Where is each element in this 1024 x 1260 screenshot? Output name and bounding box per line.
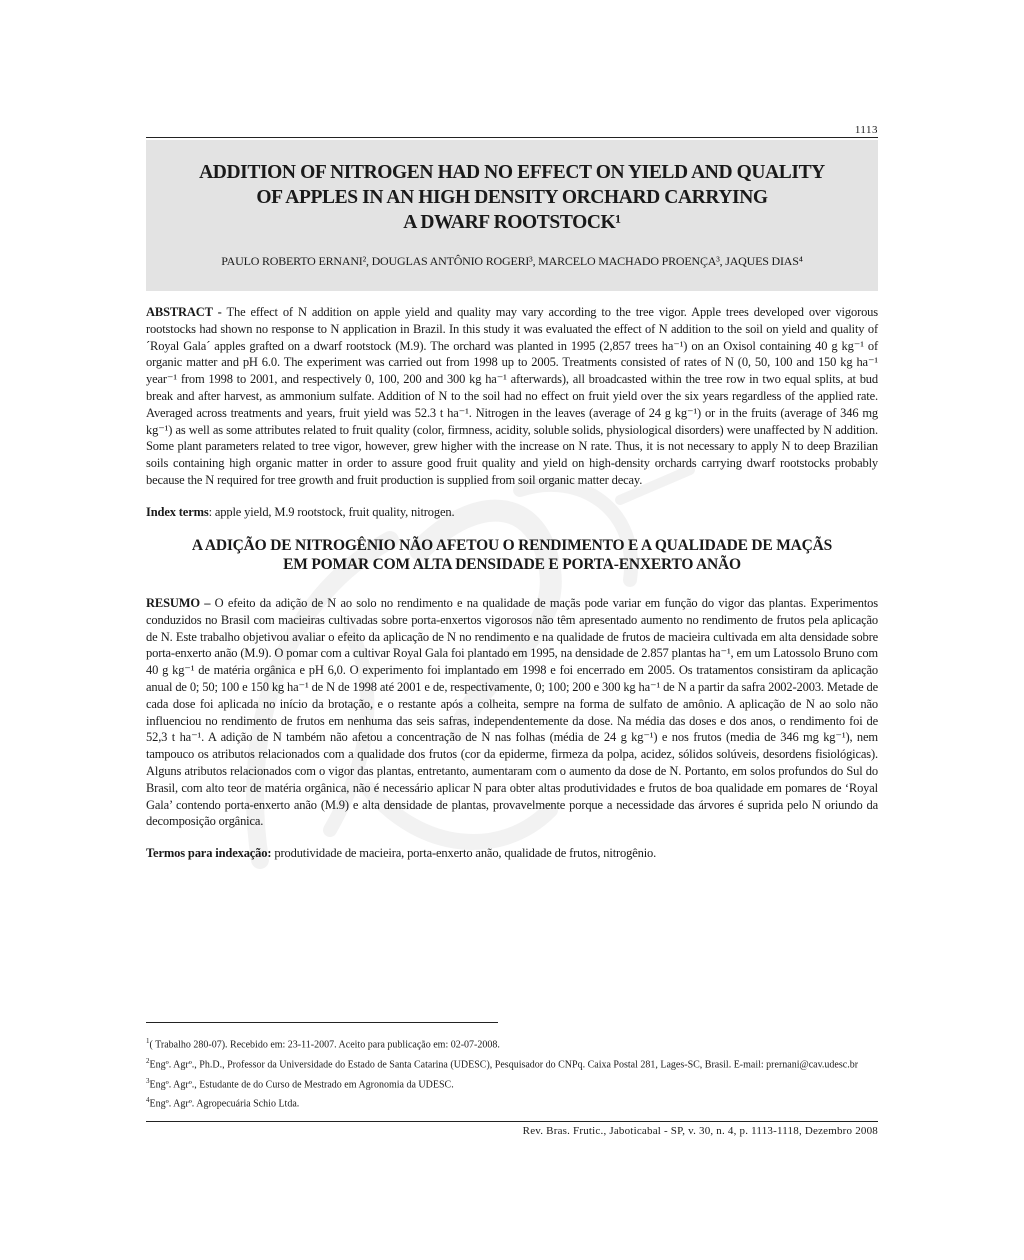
- footnote-3: [146, 1074, 878, 1092]
- termos-text: produtividade de macieira, porta-enxerto anão, qualidade de frutos, nitrogênio.: [271, 846, 657, 860]
- portuguese-title-line-2: EM POMAR COM ALTA DENSIDADE E PORTA-ENXERTO ANÃO: [283, 556, 741, 573]
- author-list: PAULO ROBERTO ERNANI², DOUGLAS ANTÔNIO ROGERI³, MARCELO MACHADO PROENÇA³, JAQUES DIAS⁴: [221, 254, 803, 268]
- footnote-2-text: Engº. Agrº., Ph.D., Professor da Universidade do Estado de Santa Catarina (UDESC), Pesquisador do CNPq. Caixa Postal 281, Lages-SC, Brasil. E-mail: prernani@cav.udesc.br: [149, 1059, 859, 1071]
- footnote-3-text: Engº. Agrº., Estudante de do Curso de Mestrado em Agronomia da UDESC.: [149, 1078, 454, 1090]
- index-terms: [146, 504, 878, 521]
- index-terms-label: Index terms: [146, 505, 209, 519]
- abstract: [146, 304, 878, 489]
- footnote-2: [146, 1054, 878, 1072]
- header-rule: [146, 137, 878, 138]
- abstract-label: ABSTRACT -: [146, 305, 222, 319]
- resumo-text: O efeito da adição de N ao solo no rendimento e na qualidade de maçãs pode variar em função do vigor das plantas. Experimentos conduzidos no Brasil com macieiras cultivadas sobre porta-enxertos vigorosos não têm apresentado aumento no rendimento de frutos pela aplicação de N. Este trabalho objetivou avaliar o efeito da aplicação de N no rendimento e na qualidade de frutos de macieira cultivada em alta densidade sobre porta-enxerto anão (M.9). O pomar com a cultivar Royal Gala foi plantado em 1995, na densidade de 2.857 plantas ha⁻¹, em um Latossolo Bruno com 40 g kg⁻¹ de matéria orgânica e pH 6,0. O experimento foi implantado em 1998 e foi encerrado em 2005. Os tratamentos consistiram da aplicação anual de 0; 50; 100 e 150 kg ha⁻¹ de N de 1998 até 2001 e de, respectivamente, 0; 100; 200 e 300 kg ha⁻¹ de N a partir da safra 2002-2003. Metade de cada dose foi aplicada no início da brotação, e o restante após a colheita, sempre na forma de sulfato de amônio. A aplicação de N ao solo não influenciou no rendimento de frutos em nenhuma das seis safras, independentemente da dose. Na média das doses e dos anos, o rendimento foi de 52,3 t ha⁻¹. A adição de N também não afetou a concentração de N nas folhas (média de 24 g kg⁻¹) e nos frutos (media de 346 mg kg⁻¹), nem tampouco os atributos relacionados com a qualidade dos frutos (cor da epiderme, firmeza da polpa, acidez, sólidos solúveis, desordens fisiológicas). Alguns atributos relacionados com o vigor das plantas, entretanto, aumentaram com o aumento da dose de N. Portanto, em solos profundos do Sul do Brasil, com alto teor de matéria orgânica, não é necessário aplicar N para obter altas produtividades e frutos de boa qualidade em pomares de ‘Royal Gala’ contendo porta-enxerto anão (M.9) e alta densidade de plantas, provavelmente porque a necessidade das árvores é suprida pelo N oriundo da decomposição orgânica.: [146, 596, 878, 829]
- article-title: [146, 160, 878, 235]
- footer-rule: [146, 1121, 878, 1122]
- title-line-3: A DWARF ROOTSTOCK¹: [403, 212, 621, 233]
- portuguese-title: [146, 536, 878, 574]
- footnote-1-text: ( Trabalho 280-07). Recebido em: 23-11-2007. Aceito para publicação em: 02-07-2008.: [149, 1039, 500, 1051]
- footnote-4-mark: 4: [146, 1096, 150, 1105]
- running-footer: Rev. Bras. Frutic., Jaboticabal - SP, v. 30, n. 4, p. 1113-1118, Dezembro 2008: [522, 1125, 878, 1137]
- footnote-1-mark: 1: [146, 1037, 150, 1045]
- resumo-label: RESUMO –: [146, 596, 211, 610]
- index-terms-text: : apple yield, M.9 rootstock, fruit quality, nitrogen.: [208, 505, 455, 519]
- abstract-text: The effect of N addition on apple yield and quality may vary according to the tree vigor. Apple trees developed over vigorous rootstocks had shown no response to N application in Brazil. In this study it was evaluated the effect of N addition to the soil on yield and quality of ´Royal Gala´ apples grafted on a dwarf rootstock (M.9). The orchard was planted in 1995 (2,857 trees ha⁻¹) on an Oxisol containing 40 g kg⁻¹ of organic matter and pH 6.0. The experiment was carried out from 1998 up to 2005. Treatments consisted of rates of N (0, 50, 100 and 150 kg ha⁻¹ year⁻¹ from 1998 to 2001, and respectively 0, 100, 200 and 300 kg ha⁻¹ afterwards), all broadcasted within the tree row in two equal splits, at bud break and after harvest, as ammonium sulfate. Addition of N to the soil had no effect on fruit yield over the six years regardless of the applied rate. Averaged across treatments and years, fruit yield was 52.3 t ha⁻¹. Nitrogen in the leaves (average of 24 g kg⁻¹) or in the fruits (average of 346 mg kg⁻¹) as well as some attributes related to fruit quality (color, firmness, acidity, soluble solids, physiological disorders) were unaffected by N addition. Some plant parameters related to tree vigor, however, grew higher with the increase on N rate. Thus, it is not necessary to apply N to deep Brazilian soils containing high organic matter in order to assure good fruit quality and yield on high-density orchards carrying dwarf rootstocks probably because the N required for tree growth and fruit production is supplied from soil organic matter decay.: [146, 305, 878, 487]
- page-number: 1113: [854, 124, 878, 136]
- title-line-1: ADDITION OF NITROGEN HAD NO EFFECT ON YIELD AND QUALITY: [199, 162, 825, 183]
- footnote-4: [146, 1093, 878, 1111]
- footnotes: [146, 1034, 878, 1113]
- footnote-2-mark: 2: [146, 1056, 150, 1065]
- title-line-2: OF APPLES IN AN HIGH DENSITY ORCHARD CARRYING: [256, 187, 768, 208]
- termos-indexacao: [146, 845, 878, 862]
- portuguese-title-line-1: A ADIÇÃO DE NITROGÊNIO NÃO AFETOU O RENDIMENTO E A QUALIDADE DE MAÇÃS: [191, 537, 833, 554]
- footnote-1: [146, 1034, 878, 1052]
- footnote-4-text: Engº. Agrº. Agropecuária Schio Ltda.: [149, 1098, 300, 1110]
- footnote-rule: [146, 1022, 498, 1023]
- resumo: [146, 595, 878, 830]
- footnote-3-mark: 3: [146, 1076, 150, 1085]
- termos-label: Termos para indexação:: [146, 846, 272, 860]
